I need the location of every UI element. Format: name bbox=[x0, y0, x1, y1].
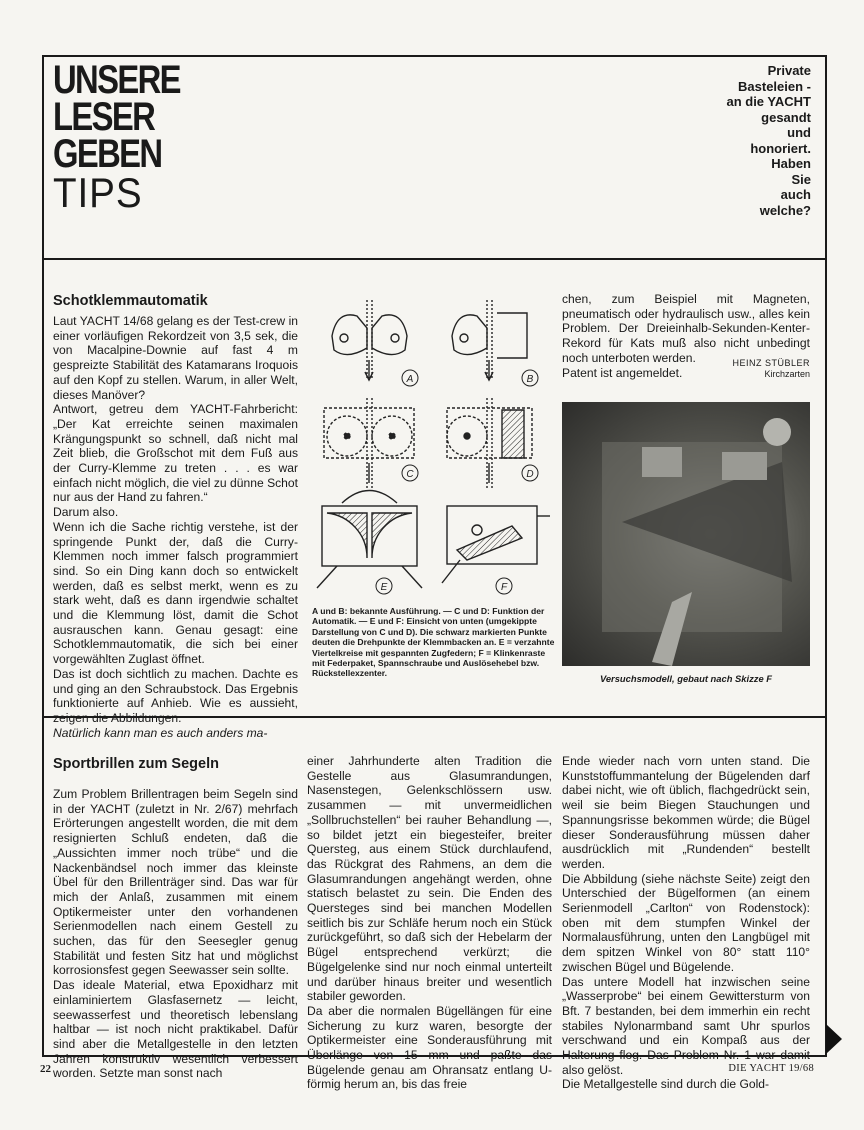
figure-label-a: A bbox=[406, 374, 414, 385]
figure-label-b: B bbox=[526, 374, 534, 385]
tagline-line: gesandt bbox=[761, 109, 811, 125]
figure-label-e: E bbox=[380, 582, 388, 593]
tagline-line: honoriert. bbox=[750, 140, 811, 156]
tagline-line: auch bbox=[780, 187, 811, 202]
paragraph: Patent ist angemeldet. bbox=[562, 365, 683, 380]
tagline-line: und bbox=[787, 125, 811, 140]
paragraph: Darum also. bbox=[53, 505, 119, 520]
page-number: 22 bbox=[40, 1063, 51, 1075]
header-divider bbox=[42, 258, 827, 260]
tagline-line: an die YACHT bbox=[726, 94, 811, 109]
article2-column-2 bbox=[307, 754, 552, 1092]
author-place: Kirchzarten bbox=[764, 369, 810, 379]
clamp-diagrams bbox=[312, 298, 557, 603]
tagline-line: welche? bbox=[759, 202, 811, 218]
photo-illustration bbox=[562, 402, 810, 666]
title-line-1: UNSERE bbox=[53, 58, 180, 102]
diagram-b bbox=[452, 300, 527, 380]
author-name: HEINZ STÜBLER bbox=[732, 358, 810, 368]
article1-column-1 bbox=[53, 292, 298, 740]
diagram-d bbox=[447, 398, 532, 488]
article2-heading: Sportbrillen zum Segeln bbox=[53, 756, 219, 772]
paragraph: Laut YACHT 14/68 gelang es der Test-crew in einer vorläufigen Rekordzeit von 3,5 sek, die von Macalpine-Downie auf fast 4 m gespreizte Stabilität des Katamarans Iroquois auf den Kopf zu stellen. Warum, in aller Welt, dieses Manöver? bbox=[53, 314, 298, 402]
figure-caption: A und B: bekannte Ausführung. — C und D: Funktion der Automatik. — E und F: Einsicht von unten (umgekippte Darstellung von C und D). Die schwarz markierten Punkte deuten die Drehpunkte der Klemmbacken an. E = verzahnte Viertelkreise mit gespannten Zugfedern; F = Klinkenraste mit Federpaket, Spannschraube und Auslösehebel bzw. Rückstellexzenter. bbox=[312, 606, 555, 679]
title-tips: TIPS bbox=[53, 169, 143, 217]
paragraph: chen, zum Beispiel mit Magneten, pneumatisch oder hydraulisch usw., alles kein Problem. Der Dreieinhalb-Sekunden-Kenter-Rekord für Kats muß also nicht unbedingt noch unterboten werden. bbox=[562, 292, 810, 365]
header-tagline bbox=[661, 63, 811, 218]
article1-heading: Schotklemmautomatik bbox=[53, 293, 208, 309]
paragraph: Ende wieder nach vorn unten stand. Die Kunststoffummantelung der Bügelenden darf dabei nicht, wie oft üblich, flachgedrückt sein, weil sie beim Biegen Stauchungen und Spannungsrisse bekommen würde; die Bügel dieser Sonderausführung müssen daher ausdrücklich mit „Rundenden“ bestellt werden. bbox=[562, 754, 810, 871]
article2-column-3 bbox=[562, 754, 810, 1092]
paragraph: Natürlich kann man es auch anders ma- bbox=[53, 725, 268, 740]
diagram-a bbox=[332, 300, 407, 380]
paragraph: einer Jahrhunderte alten Tradition die Gestelle aus Glasumrandungen, Nasenstegen, Gelenkschlössern usw. zusammen — mit unvermeidlichen „Sollbruchstellen“ bei rauher Behandlung —, so bildet jetzt ein biegesteifer, breiter Quersteg, aus einem Stück durchlaufend, das Rückgrat des Rahmens, an dem die Glasumrandungen angehängt werden, ohne statisch belastet zu sein. Die Enden des Quersteges sind bei manchen Modellen seitlich bis zur Schläfe herum noch ein Stück zurückgeführt, so daß sich der Hebelarm der Bügel entsprechend verkürzt; die Bügelgelenke sind nur noch einmal unterteilt und darüber hinaus breiter und wesentlich stabiler geworden. bbox=[307, 754, 552, 1004]
model-photo bbox=[562, 402, 810, 666]
diagram-c bbox=[324, 398, 414, 488]
paragraph: Wenn ich die Sache richtig verstehe, ist der springende Punkt der, daß die Curry-Klemmen noch immer falsch programmiert sind. So ein Ding kann doch so entwickelt werden, daß es selbst merkt, wenn es zu stark weht, daß es dann irgendwie schaltet und die Klemmung löst, damit die Schot ausrauschen kann. Genau gesagt: eine Schotklemmautomatik, die sich bei einer vorgewählten Zuglast öffnet. bbox=[53, 519, 298, 667]
paragraph: Die Metallgestelle sind durch die Gold- bbox=[562, 1077, 770, 1092]
paragraph: Da aber die normalen Bügellängen für eine Sicherung zu kurz waren, besorgte der Optikermeister eine Sonderausführung mit Überlänge von 15 mm und paßte das Bügelende genau am Ohransatz entlang U-förmig herum an, bis das freie bbox=[307, 1003, 552, 1092]
photo-caption: Versuchsmodell, gebaut nach Skizze F bbox=[599, 673, 773, 684]
tagline-line: Sie bbox=[791, 171, 811, 187]
article2-column-1 bbox=[53, 755, 298, 1081]
continue-arrow-icon bbox=[826, 1024, 842, 1054]
title-line-3: GEBEN bbox=[53, 131, 162, 176]
diagram-e bbox=[317, 491, 422, 589]
paragraph: Die Abbildung (siehe nächste Seite) zeigt den Unterschied der Bügelformen (an einem Serienmodell „Carlton“ von Rodenstock): oben mit dem stumpfen Winkel der Normalausführung, unten den Langbügel mit dem spitzen Winkel von 80° statt 110° zwischen Bügel und Bügelende. bbox=[562, 871, 810, 974]
figure-label-d: D bbox=[526, 469, 534, 480]
diagram-f bbox=[442, 506, 550, 583]
issue-label: DIE YACHT 19/68 bbox=[728, 1063, 814, 1074]
tagline-line: Haben bbox=[771, 156, 811, 171]
section-title bbox=[53, 58, 208, 217]
figure-label-f: F bbox=[500, 582, 508, 593]
tagline-line: Private bbox=[767, 63, 811, 78]
paragraph: Das ideale Material, etwa Epoxidharz mit einlaminiertem Glasfasernetz — leicht, seewasserfest und theoretisch lebenslang haltbar — ist noch nicht praktikabel. Dafür sind aber die Metallgestelle in den letzten Jahren konstruktiv wesentlich verbessert worden. Setzte man sonst nach bbox=[53, 978, 298, 1081]
figure-label-c: C bbox=[406, 469, 414, 480]
author-credit bbox=[732, 358, 810, 380]
paragraph: Das ist doch sichtlich zu machen. Dachte es und ging an den Schraubstock. Das Ergebnis funktionierte auf Anhieb. Wie es aussieht, zeigen die Abbildungen. bbox=[53, 666, 298, 725]
paragraph: Antwort, getreu dem YACHT-Fahrbericht: „Der Kat erreichte seinen maximalen Krängungspunkt so schnell, daß nicht mal Zeit blieb, die Großschot mit dem Fuß aus der Curry-Klemme zu treten . . . es war einfach nicht möglich, die viel zu dünne Schot nur aus der Hand zu fahren.“ bbox=[53, 402, 298, 505]
paragraph: Zum Problem Brillentragen beim Segeln sind in der YACHT (zuletzt in Nr. 2/67) mehrfach Erörterungen angestellt worden, die mit dem resignierten Schluß endeten, daß die „Aussichten immer noch trübe“ und die Nackenbändsel noch immer das kleinste Übel für den Brillenträger sind. Das war für mich der Anlaß, zusammen mit einem Optikermeister unter den vorhandenen Serienmodellen nach einem Gestell zu suchen, das für den Seesegler genug Stabilität und festen Sitz hat und möglichst korrosionsfest gegen Seewasser sein sollte. bbox=[53, 787, 298, 978]
tagline-line: Basteleien - bbox=[738, 78, 811, 94]
title-line-2: LESER bbox=[53, 94, 155, 139]
paragraph: Das untere Modell hat inzwischen seine „Wasserprobe“ bei einem Gewittersturm von Bft. 7 bestanden, bei dem immerhin ein recht stabiles Nylonarmband samt Uhr spurlos verschwand und ein Kompaß aus der Halterung flog. Das Problem Nr. 1 war damit also gelöst. bbox=[562, 974, 810, 1077]
